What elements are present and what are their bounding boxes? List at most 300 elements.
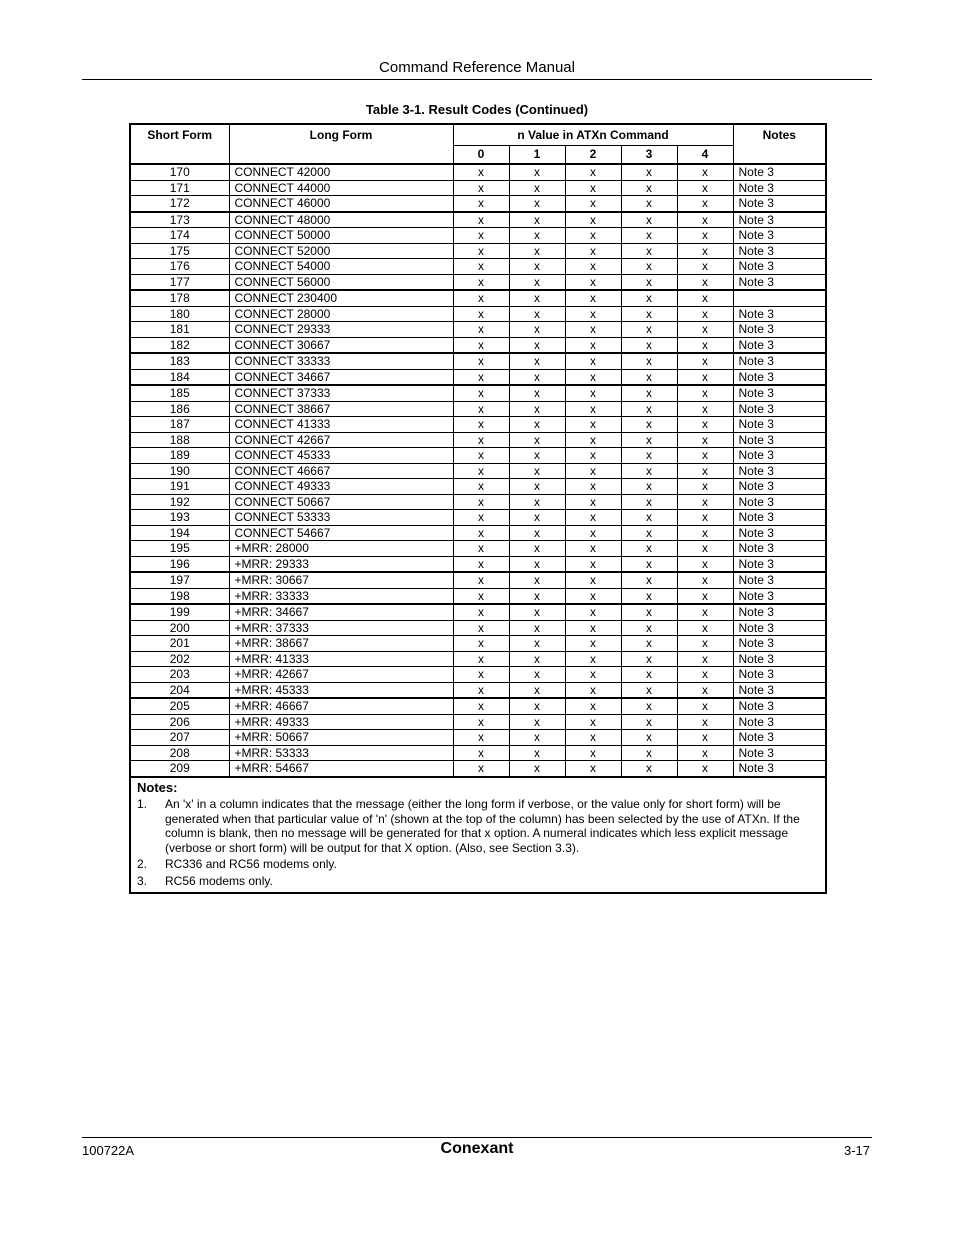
n-value-cell: x: [565, 243, 621, 259]
short-form-cell: 202: [130, 651, 229, 667]
n-value-cell: x: [509, 448, 565, 464]
n-value-cell: x: [509, 667, 565, 683]
notes-cell: Note 3: [733, 196, 826, 212]
notes-cell: Note 3: [733, 417, 826, 433]
col-header-n-3: 3: [621, 146, 677, 165]
n-value-cell: x: [453, 620, 509, 636]
n-value-cell: x: [677, 525, 733, 541]
n-value-cell: x: [453, 306, 509, 322]
notes-cell: Note 3: [733, 745, 826, 761]
table-row: [130, 636, 826, 652]
short-form-cell: 171: [130, 180, 229, 196]
long-form-cell: CONNECT 41333: [229, 417, 453, 433]
n-value-cell: x: [565, 337, 621, 353]
notes-cell: Note 3: [733, 448, 826, 464]
table-row: [130, 556, 826, 572]
n-value-cell: x: [565, 556, 621, 572]
table-row: [130, 337, 826, 353]
short-form-cell: 203: [130, 667, 229, 683]
notes-cell: Note 3: [733, 525, 826, 541]
n-value-cell: x: [565, 353, 621, 369]
n-value-cell: x: [621, 463, 677, 479]
table-row: [130, 228, 826, 244]
long-form-cell: +MRR: 54667: [229, 761, 453, 777]
note-text: RC56 modems only.: [165, 873, 273, 888]
long-form-cell: CONNECT 49333: [229, 479, 453, 495]
short-form-cell: 201: [130, 636, 229, 652]
n-value-cell: x: [621, 588, 677, 604]
notes-cell: Note 3: [733, 510, 826, 526]
long-form-cell: CONNECT 54000: [229, 259, 453, 275]
table-row: [130, 448, 826, 464]
n-value-cell: x: [621, 572, 677, 588]
n-value-cell: x: [509, 290, 565, 306]
notes-cell: Note 3: [733, 463, 826, 479]
long-form-cell: CONNECT 37333: [229, 385, 453, 401]
n-value-cell: x: [453, 745, 509, 761]
n-value-cell: x: [621, 432, 677, 448]
n-value-cell: x: [509, 228, 565, 244]
short-form-cell: 199: [130, 604, 229, 620]
long-form-cell: CONNECT 42667: [229, 432, 453, 448]
n-value-cell: x: [565, 479, 621, 495]
n-value-cell: x: [509, 463, 565, 479]
notes-cell: Note 3: [733, 698, 826, 714]
long-form-cell: CONNECT 45333: [229, 448, 453, 464]
n-value-cell: x: [453, 510, 509, 526]
notes-cell: Note 3: [733, 306, 826, 322]
n-value-cell: x: [509, 525, 565, 541]
table-row: [130, 761, 826, 777]
n-value-cell: x: [453, 212, 509, 228]
n-value-cell: x: [509, 385, 565, 401]
n-value-cell: x: [621, 479, 677, 495]
short-form-cell: 188: [130, 432, 229, 448]
table-row: [130, 620, 826, 636]
table-row: [130, 259, 826, 275]
n-value-cell: x: [677, 588, 733, 604]
n-value-cell: x: [677, 463, 733, 479]
n-value-cell: x: [453, 385, 509, 401]
n-value-cell: x: [509, 401, 565, 417]
short-form-cell: 193: [130, 510, 229, 526]
short-form-cell: 190: [130, 463, 229, 479]
notes-cell: Note 3: [733, 401, 826, 417]
n-value-cell: x: [565, 604, 621, 620]
n-value-cell: x: [565, 290, 621, 306]
n-value-cell: x: [677, 730, 733, 746]
n-value-cell: x: [453, 588, 509, 604]
short-form-cell: 208: [130, 745, 229, 761]
n-value-cell: x: [677, 353, 733, 369]
table-row: [130, 432, 826, 448]
n-value-cell: x: [565, 541, 621, 557]
long-form-cell: CONNECT 53333: [229, 510, 453, 526]
n-value-cell: x: [565, 620, 621, 636]
long-form-cell: CONNECT 50000: [229, 228, 453, 244]
short-form-cell: 174: [130, 228, 229, 244]
long-form-cell: CONNECT 50667: [229, 494, 453, 510]
n-value-cell: x: [677, 369, 733, 385]
table-header: [130, 124, 826, 164]
short-form-cell: 189: [130, 448, 229, 464]
n-value-cell: x: [509, 306, 565, 322]
n-value-cell: x: [621, 180, 677, 196]
long-form-cell: CONNECT 38667: [229, 401, 453, 417]
note-number: 2.: [137, 857, 148, 871]
n-value-cell: x: [509, 604, 565, 620]
col-header-n-4: 4: [677, 146, 733, 165]
long-form-cell: +MRR: 46667: [229, 698, 453, 714]
n-value-cell: x: [453, 556, 509, 572]
n-value-cell: x: [621, 667, 677, 683]
long-form-cell: +MRR: 33333: [229, 588, 453, 604]
short-form-cell: 177: [130, 274, 229, 290]
table-row: [130, 463, 826, 479]
n-value-cell: x: [677, 667, 733, 683]
n-value-cell: x: [453, 604, 509, 620]
n-value-cell: x: [621, 651, 677, 667]
n-value-cell: x: [509, 259, 565, 275]
notes-cell: Note 3: [733, 620, 826, 636]
n-value-cell: x: [621, 417, 677, 433]
long-form-cell: +MRR: 42667: [229, 667, 453, 683]
n-value-cell: x: [509, 588, 565, 604]
short-form-cell: 194: [130, 525, 229, 541]
long-form-cell: +MRR: 53333: [229, 745, 453, 761]
n-value-cell: x: [453, 290, 509, 306]
n-value-cell: x: [621, 306, 677, 322]
n-value-cell: x: [565, 369, 621, 385]
long-form-cell: CONNECT 48000: [229, 212, 453, 228]
n-value-cell: x: [677, 761, 733, 777]
n-value-cell: x: [509, 556, 565, 572]
long-form-cell: +MRR: 30667: [229, 572, 453, 588]
long-form-cell: +MRR: 29333: [229, 556, 453, 572]
long-form-cell: CONNECT 28000: [229, 306, 453, 322]
n-value-cell: x: [621, 243, 677, 259]
n-value-cell: x: [509, 164, 565, 180]
n-value-cell: x: [509, 274, 565, 290]
n-value-cell: x: [509, 180, 565, 196]
table-row: [130, 714, 826, 730]
short-form-cell: 187: [130, 417, 229, 433]
n-value-cell: x: [565, 761, 621, 777]
n-value-cell: x: [453, 572, 509, 588]
n-value-cell: x: [621, 636, 677, 652]
footer-rule: [82, 1137, 872, 1138]
n-value-cell: x: [565, 525, 621, 541]
table-row: [130, 588, 826, 604]
n-value-cell: x: [677, 306, 733, 322]
long-form-cell: +MRR: 45333: [229, 682, 453, 698]
n-value-cell: x: [621, 682, 677, 698]
col-header-notes: Notes: [733, 124, 826, 164]
notes-cell: Note 3: [733, 636, 826, 652]
table-row: [130, 698, 826, 714]
n-value-cell: x: [453, 180, 509, 196]
n-value-cell: x: [621, 448, 677, 464]
n-value-cell: x: [621, 604, 677, 620]
n-value-cell: x: [677, 212, 733, 228]
n-value-cell: x: [621, 290, 677, 306]
long-form-cell: +MRR: 34667: [229, 604, 453, 620]
long-form-cell: +MRR: 28000: [229, 541, 453, 557]
n-value-cell: x: [453, 274, 509, 290]
short-form-cell: 170: [130, 164, 229, 180]
n-value-cell: x: [453, 228, 509, 244]
short-form-cell: 205: [130, 698, 229, 714]
n-value-cell: x: [565, 196, 621, 212]
n-value-cell: x: [453, 369, 509, 385]
table-row: [130, 572, 826, 588]
notes-cell: Note 3: [733, 714, 826, 730]
n-value-cell: x: [677, 556, 733, 572]
n-value-cell: x: [453, 651, 509, 667]
table-row: [130, 243, 826, 259]
notes-cell: Note 3: [733, 385, 826, 401]
n-value-cell: x: [677, 432, 733, 448]
table-row: [130, 212, 826, 228]
n-value-cell: x: [565, 714, 621, 730]
n-value-cell: x: [677, 714, 733, 730]
n-value-cell: x: [509, 479, 565, 495]
short-form-cell: 176: [130, 259, 229, 275]
n-value-cell: x: [677, 290, 733, 306]
notes-heading: Notes:: [137, 779, 178, 795]
n-value-cell: x: [677, 479, 733, 495]
n-value-cell: x: [621, 385, 677, 401]
note-item: [137, 857, 819, 872]
n-value-cell: x: [565, 164, 621, 180]
n-value-cell: x: [677, 164, 733, 180]
long-form-cell: +MRR: 49333: [229, 714, 453, 730]
n-value-cell: x: [565, 385, 621, 401]
table-row: [130, 196, 826, 212]
note-item: [137, 797, 819, 855]
n-value-cell: x: [621, 620, 677, 636]
short-form-cell: 175: [130, 243, 229, 259]
notes-cell: Note 3: [733, 541, 826, 557]
n-value-cell: x: [509, 682, 565, 698]
short-form-cell: 185: [130, 385, 229, 401]
n-value-cell: x: [453, 353, 509, 369]
n-value-cell: x: [677, 243, 733, 259]
notes-cell: Note 3: [733, 588, 826, 604]
n-value-cell: x: [621, 745, 677, 761]
n-value-cell: x: [509, 494, 565, 510]
n-value-cell: x: [621, 353, 677, 369]
notes-cell: Note 3: [733, 180, 826, 196]
table-row: [130, 541, 826, 557]
n-value-cell: x: [677, 228, 733, 244]
table-row: [130, 164, 826, 180]
short-form-cell: 195: [130, 541, 229, 557]
n-value-cell: x: [565, 730, 621, 746]
notes-cell: Note 3: [733, 479, 826, 495]
n-value-cell: x: [509, 572, 565, 588]
notes-cell: Note 3: [733, 212, 826, 228]
n-value-cell: x: [621, 556, 677, 572]
n-value-cell: x: [453, 401, 509, 417]
long-form-cell: +MRR: 37333: [229, 620, 453, 636]
n-value-cell: x: [621, 274, 677, 290]
n-value-cell: x: [509, 761, 565, 777]
n-value-cell: x: [621, 525, 677, 541]
n-value-cell: x: [677, 604, 733, 620]
table-row: [130, 385, 826, 401]
short-form-cell: 209: [130, 761, 229, 777]
n-value-cell: x: [509, 698, 565, 714]
n-value-cell: x: [509, 745, 565, 761]
n-value-cell: x: [621, 698, 677, 714]
col-header-n-value: n Value in ATXn Command: [453, 124, 733, 146]
n-value-cell: x: [509, 730, 565, 746]
table-row: [130, 369, 826, 385]
n-value-cell: x: [509, 212, 565, 228]
long-form-cell: CONNECT 52000: [229, 243, 453, 259]
n-value-cell: x: [621, 510, 677, 526]
n-value-cell: x: [453, 322, 509, 338]
short-form-cell: 192: [130, 494, 229, 510]
table-caption: Table 3-1. Result Codes (Continued): [365, 102, 589, 117]
result-codes-table-wrapper: [129, 123, 825, 894]
n-value-cell: x: [565, 448, 621, 464]
n-value-cell: x: [677, 620, 733, 636]
running-header-title: Command Reference Manual: [379, 59, 575, 76]
n-value-cell: x: [565, 432, 621, 448]
long-form-cell: CONNECT 42000: [229, 164, 453, 180]
long-form-cell: CONNECT 54667: [229, 525, 453, 541]
notes-cell: Note 3: [733, 667, 826, 683]
n-value-cell: x: [677, 448, 733, 464]
short-form-cell: 197: [130, 572, 229, 588]
notes-cell: Note 3: [733, 572, 826, 588]
short-form-cell: 172: [130, 196, 229, 212]
table-row: [130, 682, 826, 698]
n-value-cell: x: [621, 164, 677, 180]
n-value-cell: x: [621, 761, 677, 777]
n-value-cell: x: [453, 730, 509, 746]
n-value-cell: x: [621, 322, 677, 338]
table-row: [130, 510, 826, 526]
notes-list: [137, 797, 819, 888]
notes-cell: Note 3: [733, 604, 826, 620]
long-form-cell: CONNECT 46667: [229, 463, 453, 479]
note-number: 3.: [137, 873, 148, 888]
n-value-cell: x: [677, 510, 733, 526]
n-value-cell: x: [509, 196, 565, 212]
footer-page-number: 3-17: [843, 1143, 870, 1158]
table-row: [130, 479, 826, 495]
n-value-cell: x: [453, 259, 509, 275]
n-value-cell: x: [677, 698, 733, 714]
short-form-cell: 181: [130, 322, 229, 338]
n-value-cell: x: [565, 180, 621, 196]
n-value-cell: x: [677, 572, 733, 588]
short-form-cell: 178: [130, 290, 229, 306]
long-form-cell: CONNECT 33333: [229, 353, 453, 369]
n-value-cell: x: [565, 274, 621, 290]
notes-cell: Note 3: [733, 243, 826, 259]
long-form-cell: CONNECT 46000: [229, 196, 453, 212]
header-rule: [82, 79, 872, 80]
n-value-cell: x: [509, 353, 565, 369]
short-form-cell: 200: [130, 620, 229, 636]
table-body: [130, 164, 826, 777]
n-value-cell: x: [565, 588, 621, 604]
n-value-cell: x: [621, 369, 677, 385]
short-form-cell: 207: [130, 730, 229, 746]
table-row: [130, 353, 826, 369]
n-value-cell: x: [509, 417, 565, 433]
n-value-cell: x: [565, 212, 621, 228]
n-value-cell: x: [565, 463, 621, 479]
n-value-cell: x: [453, 761, 509, 777]
long-form-cell: CONNECT 230400: [229, 290, 453, 306]
notes-cell: Note 3: [733, 228, 826, 244]
notes-cell: Note 3: [733, 730, 826, 746]
n-value-cell: x: [565, 745, 621, 761]
n-value-cell: x: [565, 572, 621, 588]
n-value-cell: x: [565, 228, 621, 244]
table-row: [130, 417, 826, 433]
n-value-cell: x: [565, 682, 621, 698]
short-form-cell: 184: [130, 369, 229, 385]
short-form-cell: 204: [130, 682, 229, 698]
n-value-cell: x: [453, 196, 509, 212]
n-value-cell: x: [453, 494, 509, 510]
long-form-cell: CONNECT 29333: [229, 322, 453, 338]
n-value-cell: x: [565, 510, 621, 526]
long-form-cell: +MRR: 50667: [229, 730, 453, 746]
footer-company: Conexant: [440, 1140, 514, 1157]
n-value-cell: x: [621, 259, 677, 275]
short-form-cell: 196: [130, 556, 229, 572]
short-form-cell: 173: [130, 212, 229, 228]
table-row: [130, 525, 826, 541]
n-value-cell: x: [621, 494, 677, 510]
short-form-cell: 186: [130, 401, 229, 417]
n-value-cell: x: [621, 337, 677, 353]
notes-cell: Note 3: [733, 761, 826, 777]
n-value-cell: x: [677, 682, 733, 698]
n-value-cell: x: [453, 243, 509, 259]
n-value-cell: x: [621, 730, 677, 746]
n-value-cell: x: [509, 620, 565, 636]
notes-cell: Note 3: [733, 556, 826, 572]
n-value-cell: x: [677, 322, 733, 338]
n-value-cell: x: [677, 180, 733, 196]
long-form-cell: +MRR: 41333: [229, 651, 453, 667]
notes-cell: [733, 290, 826, 306]
short-form-cell: 183: [130, 353, 229, 369]
notes-cell: Note 3: [733, 337, 826, 353]
notes-section: [130, 777, 826, 894]
notes-cell: Note 3: [733, 353, 826, 369]
n-value-cell: x: [677, 494, 733, 510]
n-value-cell: x: [621, 541, 677, 557]
n-value-cell: x: [565, 401, 621, 417]
notes-cell: Note 3: [733, 651, 826, 667]
n-value-cell: x: [621, 196, 677, 212]
n-value-cell: x: [565, 259, 621, 275]
footer-doc-number: 100722A: [82, 1143, 135, 1158]
n-value-cell: x: [621, 228, 677, 244]
n-value-cell: x: [565, 698, 621, 714]
n-value-cell: x: [621, 714, 677, 730]
n-value-cell: x: [453, 525, 509, 541]
